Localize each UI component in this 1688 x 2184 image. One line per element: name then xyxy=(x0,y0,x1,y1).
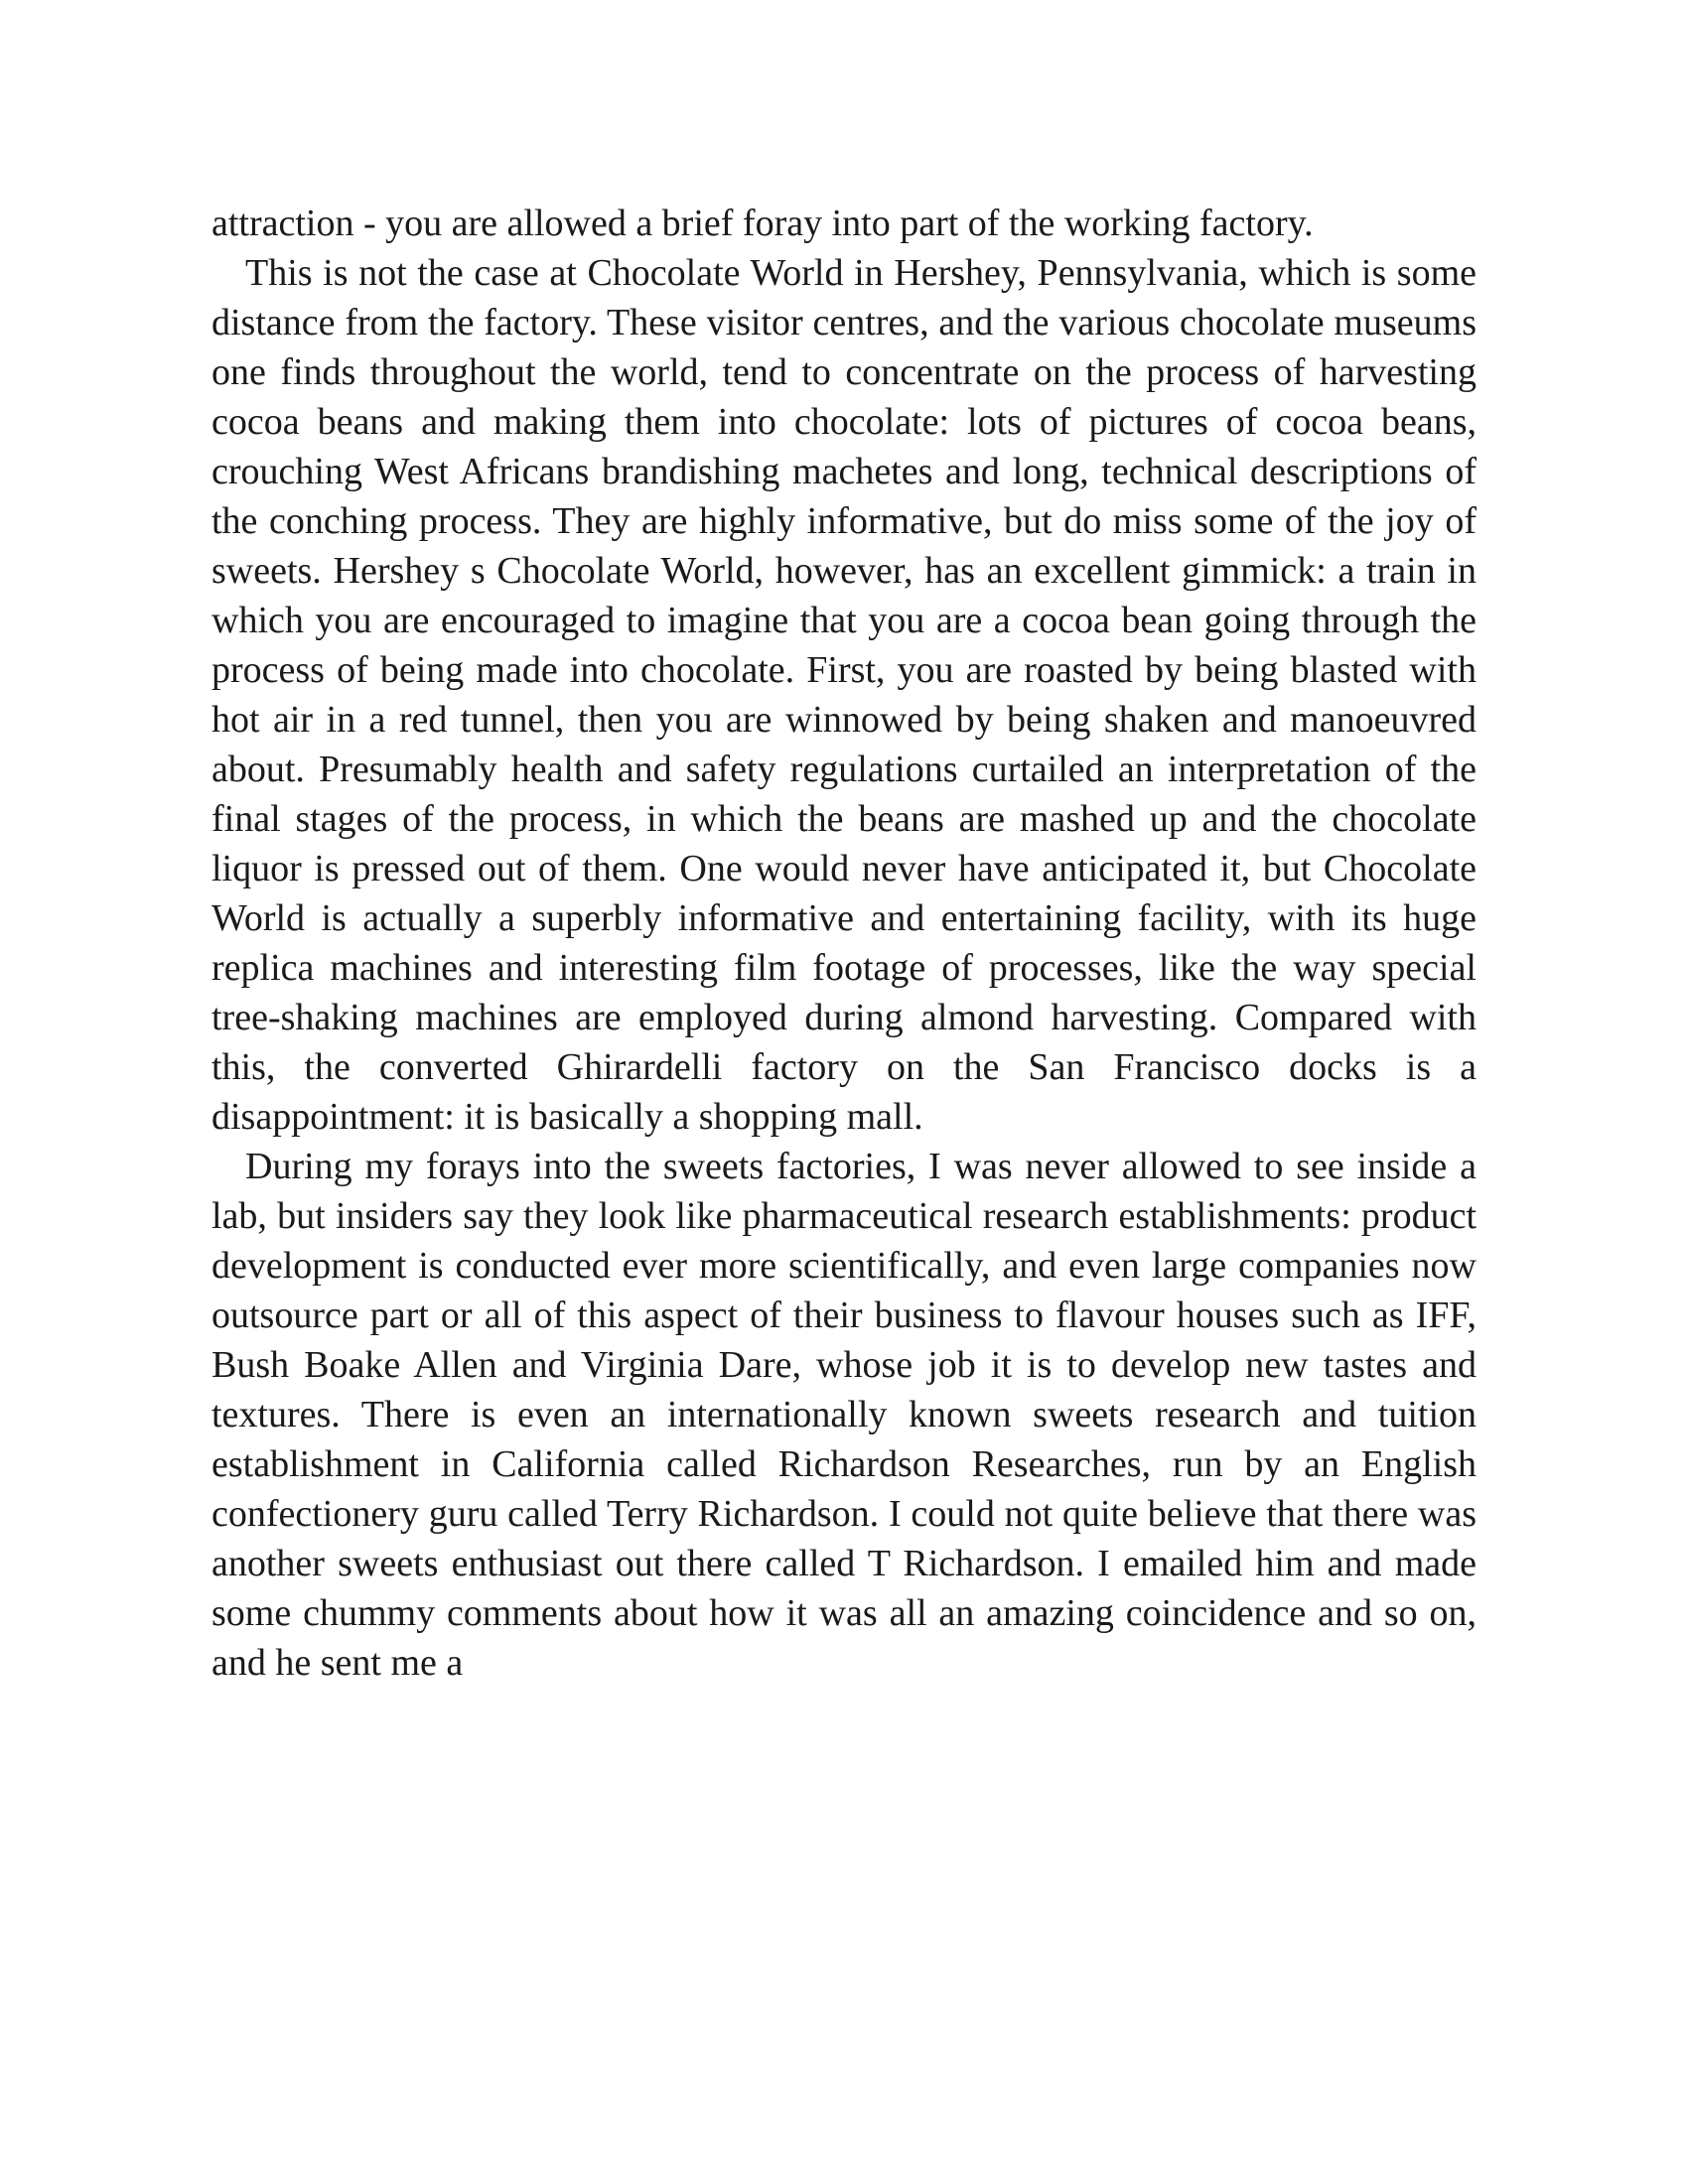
paragraph-sweets-labs: During my forays into the sweets factories, I was never allowed to see inside a lab, but insiders say they look like pharmaceutical research establishments: product development is conducted ever more scientifically, and even large companies now outsource part or all of this aspect of their business to flavour houses such as IFF, Bush Boake Allen and Virginia Dare, whose job it is to develop new tastes and textures. There is even an internationally known sweets research and tuition establishment in California called Richardson Researches, run by an English confectionery guru called Terry Richardson. I could not quite believe that there was another sweets enthusiast out there called T Richardson. I emailed him and made some chummy comments about how it was all an amazing coincidence and so on, and he sent me a xyxy=(211,1146,1477,1684)
paragraph-chocolate-world: This is not the case at Chocolate World in Hershey, Pennsylvania, which is some distance from the factory. These visitor centres, and the various chocolate museums one finds throughout the world, tend to concentrate on the process of harvesting cocoa beans and making them into chocolate: lots of pictures of cocoa beans, crouching West Africans brandishing machetes and long, technical descriptions of the conching process. They are highly informative, but do miss some of the joy of sweets. Hershey s Chocolate World, however, has an excellent gimmick: a train in which you are encouraged to imagine that you are a cocoa bean going through the process of being made into chocolate. First, you are roasted by being blasted with hot air in a red tunnel, then you are winnowed by being shaken and manoeuvred about. Presumably health and safety regulations curtailed an interpretation of the final stages of the process, in which the beans are mashed up and the chocolate liquor is pressed out of them. One would never have anticipated it, but Chocolate World is actually a superbly informative and entertaining facility, with its huge replica machines and interesting film footage of processes, like the way special tree-shaking machines are employed during almond harvesting. Compared with this, the converted Ghirardelli factory on the San Francisco docks is a disappointment: it is basically a shopping mall. xyxy=(211,252,1477,1138)
document-page xyxy=(211,199,1477,1688)
paragraph-continuation: attraction - you are allowed a brief foray into part of the working factory. xyxy=(211,203,1314,244)
